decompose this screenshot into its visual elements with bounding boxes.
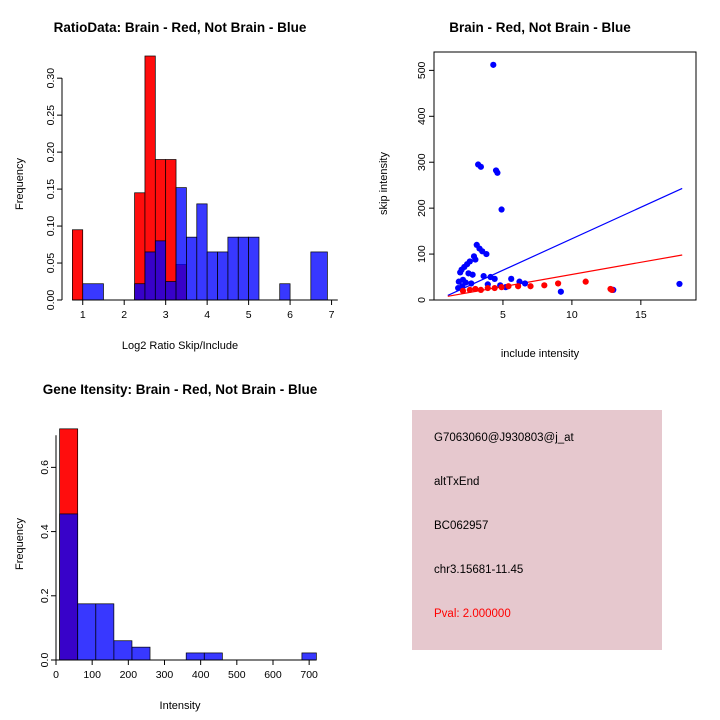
- scatter-point: [558, 289, 564, 295]
- scatter-point: [505, 283, 511, 289]
- histogram-bar: [135, 284, 145, 300]
- scatter-point: [515, 283, 521, 289]
- y-tick-label: 0.2: [39, 588, 51, 604]
- x-tick-label: 4: [204, 309, 211, 321]
- scatter-xaxis-label: include intensity: [500, 348, 580, 360]
- histogram-bar: [218, 252, 228, 300]
- x-tick-label: 2: [121, 309, 128, 321]
- y-tick-label: 0.4: [39, 524, 51, 539]
- annotation-box: [412, 410, 662, 650]
- ratio-histogram-title: RatioData: Brain - Red, Not Brain - Blue: [53, 20, 307, 35]
- x-tick-label: 300: [155, 669, 174, 681]
- scatter-point: [541, 282, 547, 288]
- gene-yaxis-label: Frequency: [14, 518, 26, 570]
- scatter-yaxis-label: skip intensity: [378, 152, 390, 215]
- scatter-plot: [360, 0, 720, 360]
- histogram-bar: [72, 230, 82, 300]
- histogram-bar: [228, 237, 238, 300]
- x-tick-label: 0: [53, 669, 59, 681]
- scatter-point: [493, 167, 499, 173]
- y-tick-label: 400: [416, 107, 428, 126]
- scatter-point: [522, 280, 528, 286]
- scatter-point: [676, 281, 682, 287]
- scatter-panel: [360, 0, 720, 360]
- x-tick-label: 600: [264, 669, 282, 681]
- histogram-bar: [60, 514, 78, 660]
- scatter-point: [485, 285, 491, 291]
- histogram-bar: [197, 204, 207, 300]
- scatter-point: [478, 164, 484, 170]
- annotation-line: BC062957: [434, 520, 489, 532]
- x-tick-label: 15: [634, 309, 647, 321]
- y-tick-label: 0.15: [45, 178, 57, 200]
- y-tick-label: 500: [416, 61, 428, 80]
- histogram-bar: [249, 237, 259, 300]
- scatter-point: [483, 251, 489, 257]
- annotation-line: G7063060@J930803@j_at: [434, 432, 574, 444]
- y-tick-label: 0.30: [45, 67, 57, 89]
- scatter-point: [472, 256, 478, 262]
- x-tick-label: 400: [191, 669, 210, 681]
- histogram-bar: [176, 188, 186, 300]
- histogram-bar: [166, 160, 176, 300]
- gene-intensity-title: Gene Itensity: Brain - Red, Not Brain - Blue: [42, 382, 318, 397]
- scatter-point: [478, 287, 484, 293]
- scatter-point: [457, 269, 463, 275]
- scatter-point: [490, 62, 496, 68]
- x-tick-label: 6: [287, 309, 294, 321]
- scatter-point: [492, 276, 498, 282]
- x-tick-label: 7: [328, 309, 335, 321]
- scatter-point: [498, 206, 504, 212]
- scatter-point: [460, 288, 466, 294]
- scatter-title: Brain - Red, Not Brain - Blue: [449, 20, 631, 35]
- histogram-bar: [238, 237, 248, 300]
- x-tick-label: 5: [500, 309, 506, 321]
- y-tick-label: 100: [416, 245, 428, 263]
- scatter-point: [555, 280, 561, 286]
- scatter-point: [468, 280, 474, 286]
- x-tick-label: 200: [119, 669, 138, 681]
- histogram-bar: [132, 647, 150, 660]
- histogram-bar: [78, 604, 96, 660]
- histogram-bar: [186, 653, 204, 660]
- histogram-bar: [114, 641, 132, 660]
- y-tick-label: 0.10: [45, 215, 57, 237]
- regression-line: [448, 188, 682, 295]
- y-tick-label: 300: [416, 153, 428, 171]
- histogram-bar: [302, 653, 316, 660]
- ratio-xaxis-label: Log2 Ratio Skip/Include: [121, 340, 239, 352]
- y-tick-label: 0.05: [45, 252, 57, 274]
- histogram-bar: [207, 252, 217, 300]
- histogram-bar: [280, 284, 290, 300]
- gene-intensity-plot: [0, 360, 360, 720]
- scatter-point: [472, 286, 478, 292]
- x-tick-label: 1: [79, 309, 86, 321]
- scatter-point: [609, 287, 615, 293]
- x-tick-label: 700: [300, 669, 318, 681]
- scatter-point: [527, 283, 533, 289]
- histogram-bar: [145, 252, 155, 300]
- annotation-line: chr3.15681-11.45: [434, 564, 524, 576]
- y-tick-label: 0.6: [39, 460, 51, 475]
- ratio-histogram-panel: [0, 0, 360, 360]
- histogram-bar: [83, 284, 104, 300]
- info-panel: [360, 360, 720, 720]
- y-tick-label: 0: [416, 297, 428, 303]
- x-tick-label: 3: [162, 309, 169, 321]
- x-tick-label: 100: [83, 669, 101, 681]
- y-tick-label: 0.0: [39, 652, 51, 668]
- y-tick-label: 0.00: [45, 289, 57, 311]
- scatter-point: [492, 285, 498, 291]
- y-tick-label: 0.25: [45, 104, 57, 126]
- ratio-histogram-plot: [0, 0, 360, 360]
- histogram-bar: [155, 241, 165, 300]
- scatter-point: [498, 284, 504, 290]
- pval-text: Pval: 2.000000: [434, 608, 511, 620]
- histogram-bar: [166, 282, 176, 300]
- scatter-point: [583, 279, 589, 285]
- scatter-point: [467, 287, 473, 293]
- x-tick-label: 500: [228, 669, 246, 681]
- histogram-bar: [96, 604, 114, 660]
- ratio-yaxis-label: Frequency: [14, 158, 26, 210]
- y-tick-label: 0.20: [45, 141, 57, 163]
- plot-frame: [434, 52, 696, 300]
- histogram-bar: [204, 653, 222, 660]
- gene-intensity-panel: [0, 360, 360, 720]
- scatter-point: [470, 272, 476, 278]
- x-tick-label: 5: [245, 309, 252, 321]
- y-tick-label: 200: [416, 199, 428, 217]
- gene-xaxis-label: Intensity: [159, 700, 201, 712]
- histogram-bar: [311, 252, 328, 300]
- annotation-line: altTxEnd: [434, 476, 480, 488]
- x-tick-label: 10: [566, 309, 578, 321]
- scatter-point: [508, 276, 514, 282]
- histogram-bar: [186, 237, 196, 300]
- scatter-point: [481, 273, 487, 279]
